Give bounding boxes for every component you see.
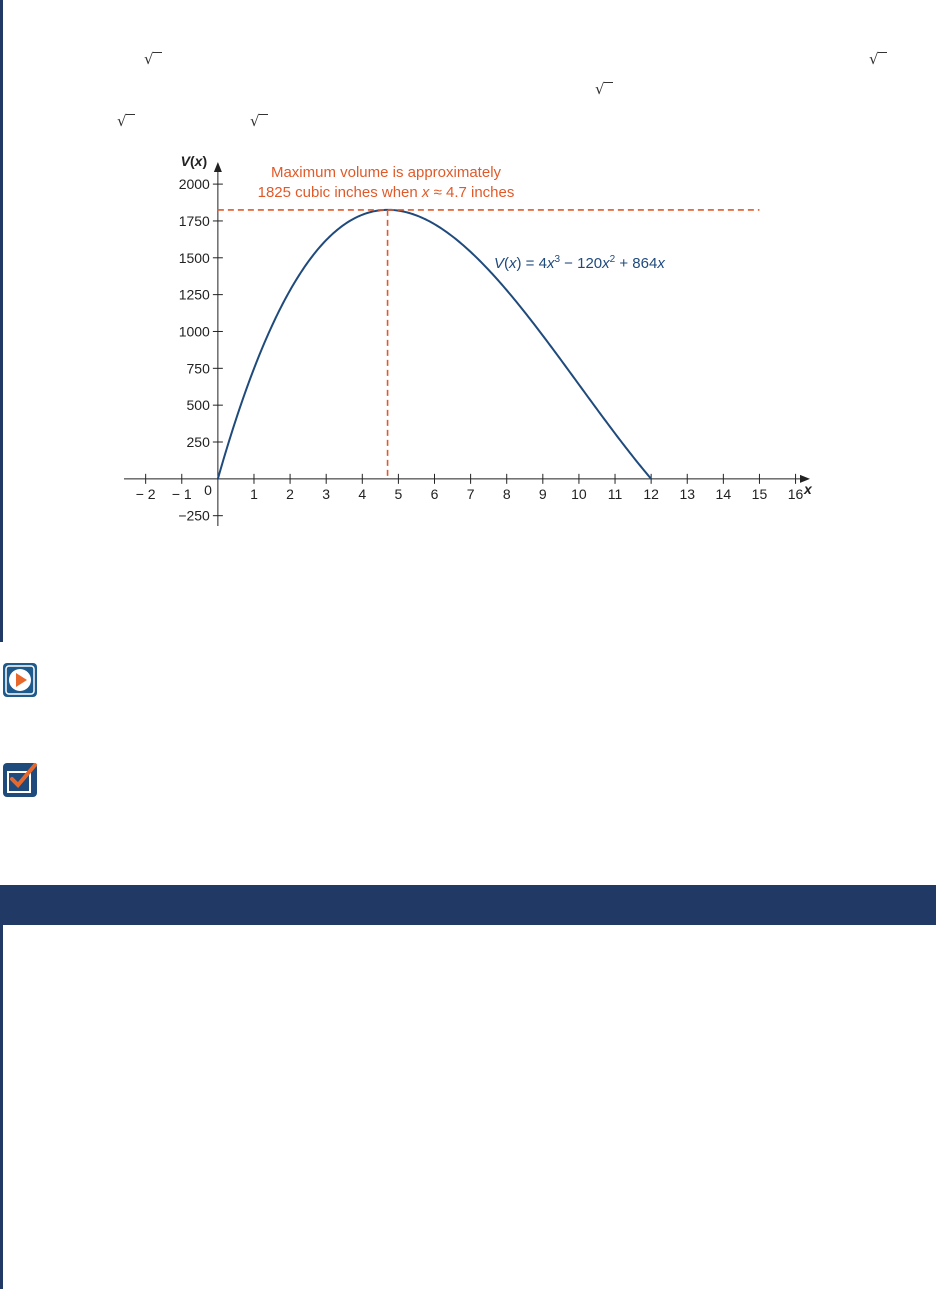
x-tick-label: 15 (751, 485, 768, 502)
y-axis-label: V(x) (180, 153, 208, 169)
x-tick-label: 9 (538, 485, 547, 502)
axes (124, 162, 810, 526)
section-header-band (0, 885, 936, 925)
x-tick-label: 5 (394, 485, 403, 502)
sqrt-symbol: √ (250, 112, 260, 130)
origin-label: 0 (204, 481, 212, 498)
x-tick-label: 3 (322, 485, 331, 502)
sqrt-symbol: √ (869, 50, 879, 68)
x-tick-label: 13 (679, 485, 696, 502)
y-axis-arrow (214, 162, 222, 172)
sqrt-symbol: √ (144, 50, 154, 68)
x-tick-label: 11 (607, 485, 623, 502)
play-video-icon[interactable] (2, 662, 38, 698)
annotation-line-2: 1825 cubic inches when x ≈ 4.7 inches (257, 184, 515, 201)
x-tick-label: 16 (787, 485, 804, 502)
function-label: $V(x) = 4x^3 - 120x^2 + 864x$ (494, 254, 665, 272)
x-tick-label: 4 (358, 485, 367, 502)
checklist-icon[interactable] (2, 762, 38, 798)
series-line-volume (218, 210, 651, 479)
y-tick-label: 2000 (178, 176, 210, 193)
x-axis-label: x (804, 480, 812, 497)
y-tick-label: 1500 (178, 249, 210, 266)
section-left-rule (0, 925, 3, 1289)
x-tick-label: 10 (571, 485, 587, 502)
y-tick-label: 1750 (178, 212, 210, 229)
sqrt-symbol: √ (117, 112, 127, 130)
x-tick-label: 8 (502, 485, 511, 502)
annotation-line-1: Maximum volume is approximately (270, 164, 502, 181)
y-tick-label: −250 (178, 507, 210, 524)
y-tick-label: 500 (186, 397, 210, 414)
x-tick-label: 6 (430, 485, 439, 502)
x-tick-label: 1 (250, 485, 258, 502)
x-tick-label: − 2 (135, 485, 156, 502)
sqrt-symbol: √ (595, 80, 605, 98)
y-tick-label: 750 (186, 360, 210, 377)
x-tick-label: 7 (466, 485, 475, 502)
ticks (136, 176, 804, 524)
y-tick-label: 1000 (178, 323, 210, 340)
content-left-rule (0, 0, 3, 642)
y-tick-label: 1250 (178, 286, 210, 303)
volume-chart (110, 140, 830, 540)
x-tick-label: 14 (715, 485, 732, 502)
y-tick-label: 250 (186, 434, 210, 450)
x-tick-label: 12 (643, 485, 659, 502)
x-tick-label: 2 (286, 485, 294, 502)
x-tick-label: − 1 (171, 485, 192, 502)
